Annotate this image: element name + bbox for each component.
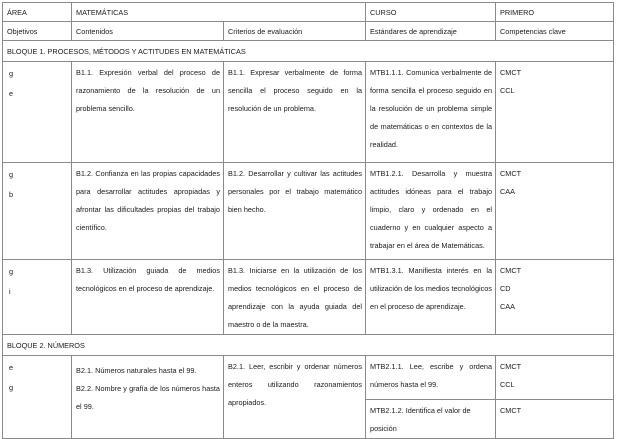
objetivos-cell	[3, 163, 72, 260]
subject-name: MATEMÁTICAS	[72, 3, 366, 22]
column-header-estandares: Estándares de aprendizaje	[366, 22, 496, 41]
criterios-cell: B1.3. Iniciarse en la utilización de los medios tecnológicos en el proceso de aprendizaje con la ayuda guiada del maestro o de la maestra.	[224, 260, 366, 335]
column-header-competencias: Competencias clave	[496, 22, 614, 41]
objetivo-code: i	[9, 287, 11, 296]
estandares-cell: MTB1.3.1. Manifiesta interés en la utilización de los medios tecnológicos en el proceso de aprendizaje.	[366, 260, 496, 335]
competencias-cell	[496, 356, 614, 400]
table-row	[3, 163, 614, 260]
estandares-cell: MTB2.1.2. Identifica el valor de posición	[366, 400, 496, 439]
column-header-row	[3, 22, 614, 41]
contenido-item: B2.2. Nombre y grafía de los números hasta el 99.	[76, 384, 220, 411]
contenido-item: B2.1. Números naturales hasta el 99.	[76, 366, 197, 375]
estandares-cell: MTB1.2.1. Desarrolla y muestra actitudes idóneas para el trabajo limpio, claro y ordenado en el cuaderno y en cualquier aspecto a trabajar en el área de Matemáticas.	[366, 163, 496, 260]
curso-value: PRIMERO	[496, 3, 614, 22]
competencia-code: CMCT	[500, 266, 522, 275]
competencia-code: CD	[500, 284, 511, 293]
objetivo-code: g	[9, 170, 14, 179]
contenidos-cell: B1.3. Utilización guiada de medios tecnológicos en el proceso de aprendizaje.	[72, 260, 224, 335]
objetivo-code: e	[9, 89, 14, 98]
competencia-code: CMCT	[500, 169, 522, 178]
bloque-2-title: BLOQUE 2. NÚMEROS	[3, 335, 614, 356]
estandares-cell: MTB2.1.1. Lee, escribe y ordena números hasta el 99.	[366, 356, 496, 400]
contenidos-cell	[72, 356, 224, 439]
bloque-1-title: BLOQUE 1. PROCESOS, MÉTODOS Y ACTITUDES EN MATEMÁTICAS	[3, 41, 614, 62]
objetivo-code: b	[9, 190, 14, 199]
table-row	[3, 62, 614, 163]
table-row	[3, 260, 614, 335]
bloque-header-row	[3, 335, 614, 356]
column-header-objetivos: Objetivos	[3, 22, 72, 41]
contenidos-cell: B1.1. Expresión verbal del proceso de razonamiento de la resolución de un problema sencillo.	[72, 62, 224, 163]
objetivo-code: g	[9, 69, 14, 78]
competencia-code: CCL	[500, 86, 515, 95]
criterios-cell: B1.2. Desarrollar y cultivar las actitudes personales por el trabajo matemático bien hecho.	[224, 163, 366, 260]
column-header-criterios: Criterios de evaluación	[224, 22, 366, 41]
area-label: ÁREA	[3, 3, 72, 22]
objetivo-code: e	[9, 363, 14, 372]
objetivos-cell	[3, 356, 72, 439]
bloque-header-row	[3, 41, 614, 62]
competencia-code: CAA	[500, 187, 516, 196]
competencias-cell	[496, 163, 614, 260]
competencia-code: CAA	[500, 302, 516, 311]
table-row	[3, 356, 614, 400]
competencias-cell	[496, 260, 614, 335]
objetivo-code: g	[9, 383, 14, 392]
competencia-code: CCL	[500, 380, 515, 389]
competencias-cell: CMCT	[496, 400, 614, 439]
competencia-code: CMCT	[500, 68, 522, 77]
header-row	[3, 3, 614, 22]
objetivos-cell	[3, 260, 72, 335]
objetivo-code: g	[9, 267, 14, 276]
estandares-cell: MTB1.1.1. Comunica verbalmente de forma sencilla el proceso seguido en la resolución de un problema simple de matemáticas o en contextos de la realidad.	[366, 62, 496, 163]
objetivos-cell	[3, 62, 72, 163]
criterios-cell: B2.1. Leer, escribir y ordenar números enteros utilizando razonamientos apropiados.	[224, 356, 366, 439]
column-header-contenidos: Contenidos	[72, 22, 224, 41]
contenidos-cell: B1.2. Confianza en las propias capacidades para desarrollar actitudes apropiadas y afrontar las dificultades propias del trabajo científico.	[72, 163, 224, 260]
curriculum-table	[2, 2, 614, 439]
competencias-cell	[496, 62, 614, 163]
curso-label: CURSO	[366, 3, 496, 22]
criterios-cell: B1.1. Expresar verbalmente de forma sencilla el proceso seguido en la resolución de un problema.	[224, 62, 366, 163]
competencia-code: CMCT	[500, 362, 522, 371]
